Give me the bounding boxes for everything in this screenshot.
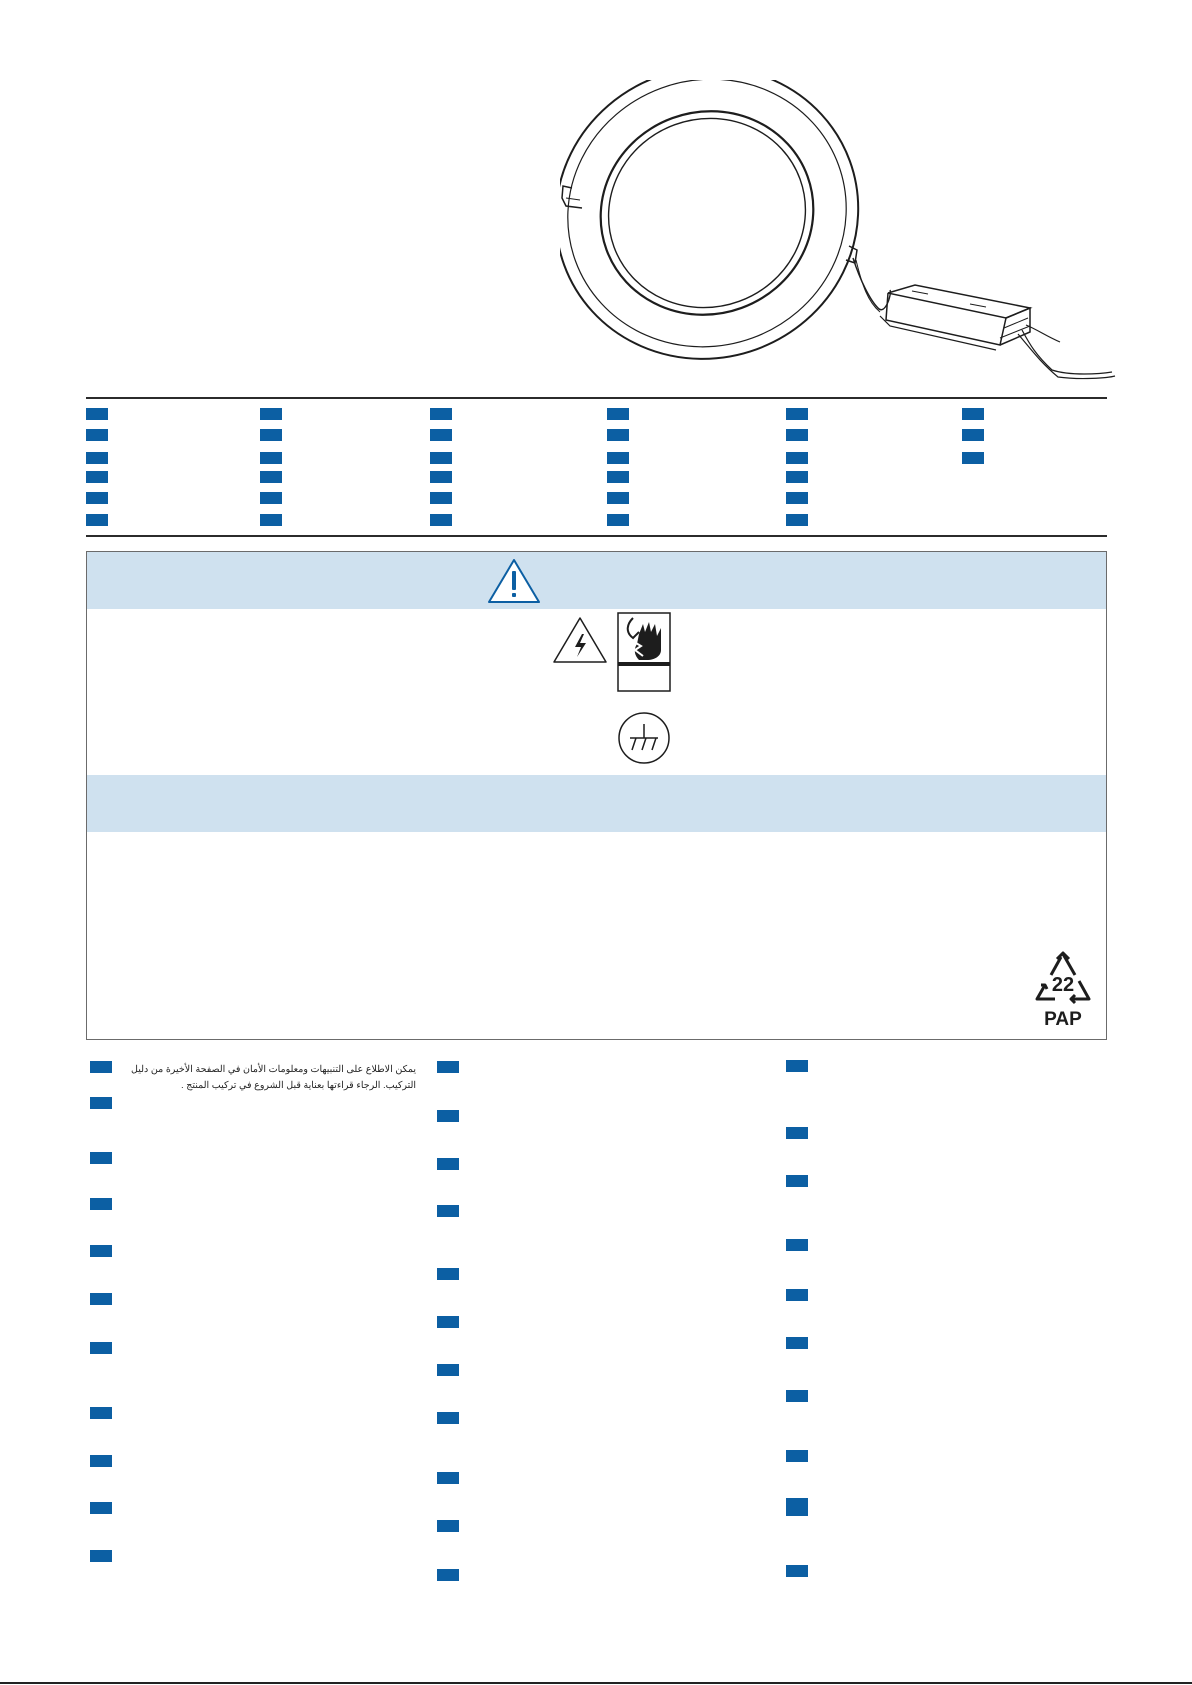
page-bottom-rule [0, 1682, 1192, 1684]
language-badge [437, 1158, 459, 1170]
recycling-code: PAP [1044, 1009, 1082, 1030]
language-badge [437, 1412, 459, 1424]
recycling-number: 22 [1051, 974, 1075, 996]
language-badge [430, 429, 452, 441]
language-badge [90, 1502, 112, 1514]
language-badge [86, 452, 108, 464]
language-badge [607, 452, 629, 464]
language-badge [86, 492, 108, 504]
language-badge [786, 1390, 808, 1402]
language-badge [260, 429, 282, 441]
language-badge [607, 471, 629, 483]
language-badge [786, 1565, 808, 1577]
language-badge [607, 514, 629, 526]
language-badge [786, 492, 808, 504]
language-badge [786, 1175, 808, 1187]
recycling-mark [1031, 951, 1095, 1031]
hazardous-voltage-label-icon [617, 612, 671, 692]
language-badge [437, 1268, 459, 1280]
language-badge [86, 514, 108, 526]
language-badge [430, 514, 452, 526]
language-badge [90, 1198, 112, 1210]
language-badge [90, 1342, 112, 1354]
language-badge [437, 1520, 459, 1532]
language-badge [90, 1455, 112, 1467]
language-badge [786, 452, 808, 464]
index-bottom-rule [86, 535, 1107, 537]
language-badge [430, 471, 452, 483]
language-badge [260, 471, 282, 483]
top-rule [86, 397, 1107, 399]
language-badge [90, 1097, 112, 1109]
language-badge [786, 1450, 808, 1462]
language-badge [786, 514, 808, 526]
language-badge [90, 1407, 112, 1419]
language-badge [86, 429, 108, 441]
warning-triangle-icon [486, 557, 542, 605]
language-badge [90, 1245, 112, 1257]
language-badge [962, 408, 984, 420]
language-badge [786, 1239, 808, 1251]
language-badge [86, 408, 108, 420]
language-badge [607, 408, 629, 420]
language-badge [260, 492, 282, 504]
language-badge [260, 408, 282, 420]
language-badge [786, 1337, 808, 1349]
language-badge [430, 452, 452, 464]
language-badge [437, 1569, 459, 1581]
language-badge [786, 408, 808, 420]
protective-earth-icon [616, 710, 672, 766]
language-badge [90, 1550, 112, 1562]
product-illustration [560, 80, 1120, 390]
safety-panel [86, 551, 1107, 1040]
language-badge [786, 471, 808, 483]
language-badge [607, 492, 629, 504]
language-badge [260, 452, 282, 464]
language-badge [437, 1472, 459, 1484]
electric-shock-icon [551, 614, 609, 666]
language-badge [607, 429, 629, 441]
language-badge [786, 1289, 808, 1301]
warning-header-band [87, 552, 1106, 609]
language-badge [260, 514, 282, 526]
language-badge [430, 492, 452, 504]
language-badge [86, 471, 108, 483]
language-badge [786, 429, 808, 441]
language-badge [437, 1061, 459, 1073]
language-badge [786, 1127, 808, 1139]
language-badge [786, 1504, 808, 1516]
language-badge [437, 1205, 459, 1217]
info-band [87, 775, 1106, 832]
language-badge [437, 1316, 459, 1328]
arabic-safety-notice: يمكن الاطلاع على التنبيهات ومعلومات الأمان في الصفحة الأخيرة من دليل التركيب. الرجاء قراءتها بعناية قبل الشروع في تركيب المنتج . [131, 1064, 416, 1091]
language-badge [962, 452, 984, 464]
language-badge [430, 408, 452, 420]
language-badge [437, 1110, 459, 1122]
language-badge [786, 1060, 808, 1072]
language-badge [437, 1364, 459, 1376]
language-badge [90, 1061, 112, 1073]
language-badge [90, 1152, 112, 1164]
language-badge [90, 1293, 112, 1305]
language-badge [962, 429, 984, 441]
